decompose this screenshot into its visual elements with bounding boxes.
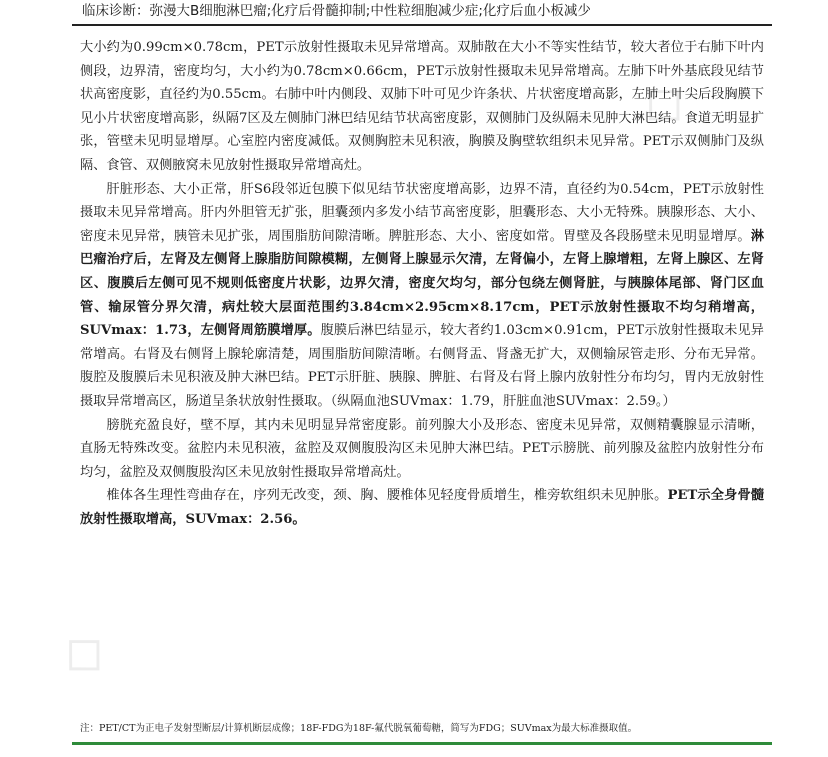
findings-paragraph bbox=[80, 36, 764, 178]
findings-text: 膀胱充盈良好，壁不厚，其内未见明显异常密度影。前列腺大小及形态、密度未见异常，双侧精囊腺显示清晰，直肠无特殊改变。盆腔内未见积液，盆腔及双侧腹股沟区未见肿大淋巴结。PET示膀胱、前列腺及盆腔内放射性分布均匀，盆腔及双侧腹股沟区未见放射性摄取异常增高灶。 bbox=[80, 417, 764, 480]
footer-divider bbox=[72, 742, 772, 745]
findings-text-emphasis: PET示全身骨髓放射性摄取增高，SUVmax：2.56。 bbox=[80, 488, 765, 527]
findings-paragraph bbox=[80, 484, 764, 531]
findings-paragraph bbox=[80, 414, 764, 485]
abbreviation-footnote: 注：PET/CT为正电子发射型断层/计算机断层成像；18F-FDG为18F-氟代脱氧葡萄糖，简写为FDG；SUVmax为最大标准摄取值。 bbox=[80, 723, 638, 734]
findings-text: 肝脏形态、大小正常，肝S6段邻近包膜下似见结节状密度增高影，边界不清，直径约为0.54cm，PET示放射性摄取未见异常增高。肝内外胆管无扩张，胆囊颈内多发小结节高密度影，胆囊形态、大小无特殊。胰腺形态、大小、密度未见异常，胰管未见扩张，周围脂肪间隙清晰。脾脏形态、大小、密度如常。胃壁及各段肠壁未见明显增厚。 bbox=[80, 181, 764, 244]
findings-text-emphasis: 淋巴瘤治疗后，左肾及左侧肾上腺脂肪间隙模糊，左侧肾上腺显示欠清，左肾偏小，左肾上腺增粗，左肾上腺区、左肾区、腹膜后左侧可见不规则低密度片状影，边界欠清，密度欠均匀，部分包绕左侧肾脏，与胰腺体尾部、肾门区血管、输尿管分界欠清，病灶较大层面范围约3.84cm×2.95cm×8.17cm，PET示放射性摄取不均匀稍增高，SUVmax：1.73，左侧肾周筋膜增厚。 bbox=[80, 228, 764, 339]
findings-body bbox=[80, 36, 764, 531]
findings-text: 椎体各生理性弯曲存在，序列无改变，颈、胸、腰椎体见轻度骨质增生，椎旁软组织未见肿胀。 bbox=[106, 488, 668, 504]
watermark-decoration: ◇ bbox=[623, 64, 700, 141]
findings-text: 大小约为0.99cm×0.78cm，PET示放射性摄取未见异常增高。双肺散在大小不等实性结节，较大者位于右肺下叶内侧段，边界清，密度均匀，大小约为0.78cm×0.66cm，PET示放射性摄取未见异常增高。左肺下叶外基底段见结节状高密度影，直径约为0.55cm。右肺中叶内侧段、双肺下叶可见少许条状、片状密度增高影，左肺上叶尖后段胸膜下见小片状密度增高影，纵隔7区及左侧肺门淋巴结见结节状高密度影，双侧肺门及纵隔未见肿大淋巴结。食道无明显扩张，管壁未见明显增厚。心室腔内密度减低。双侧胸腔未见积液，胸膜及胸壁软组织未见异常。PET示双侧肺门及纵隔、食管、双侧腋窝未见放射性摄取异常增高灶。 bbox=[80, 40, 764, 173]
findings-paragraph bbox=[80, 178, 764, 414]
findings-text: 腹膜后淋巴结显示，较大者约1.03cm×0.91cm，PET示放射性摄取未见异常增高。右肾及右侧肾上腺轮廓清楚，周围脂肪间隙清晰。右侧肾盂、肾盏无扩大，双侧输尿管走形、分布无异常。腹腔及腹膜后未见积液及肿大淋巴结。PET示肝脏、胰腺、脾脏、右肾及右肾上腺内放射性分布均匀，胃内无放射性摄取异常增高区，肠道呈条状放射性摄取。（纵隔血池SUVmax：1.79，肝脏血池SUVmax：2.59。） bbox=[80, 323, 764, 409]
clinical-diagnosis-header: 临床诊断：弥漫大B细胞淋巴瘤;化疗后骨髓抑制;中性粒细胞减少症;化疗后血小板减少 bbox=[82, 3, 591, 19]
watermark-decoration: ◇ bbox=[43, 614, 120, 691]
header-divider bbox=[72, 24, 772, 26]
